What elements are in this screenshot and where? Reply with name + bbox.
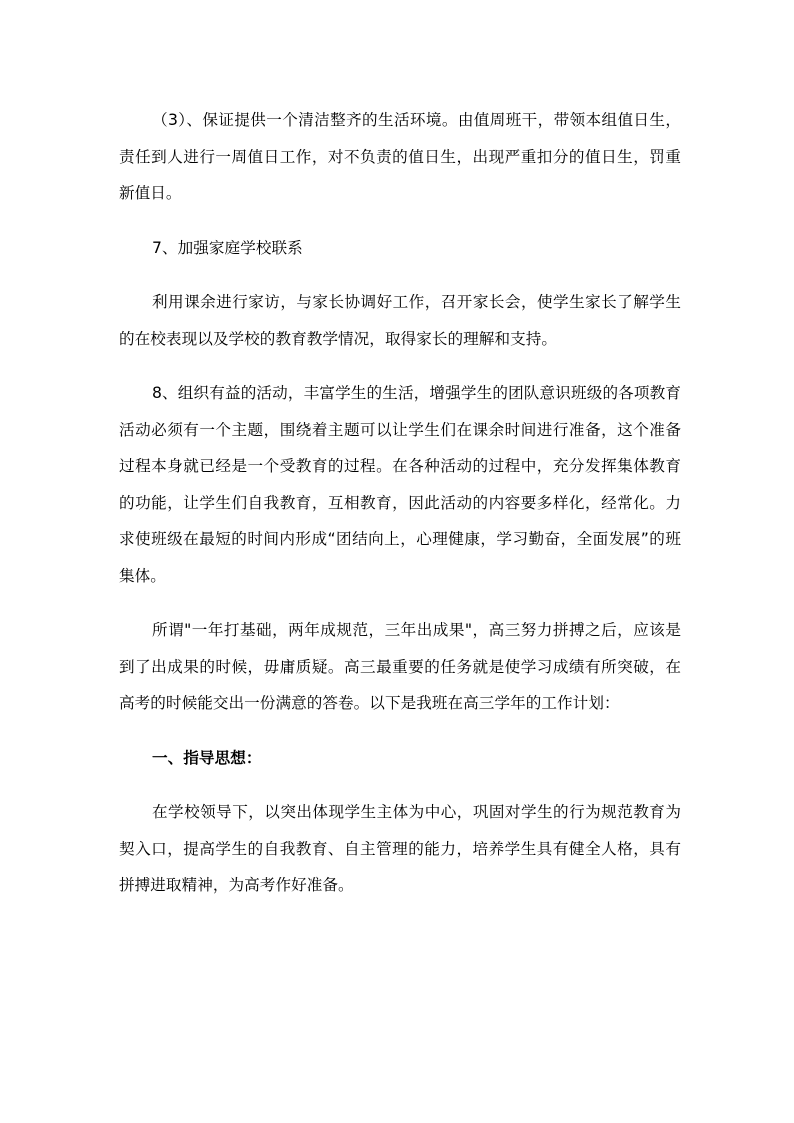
- paragraph-activities: 8、组织有益的活动，丰富学生的生活，增强学生的团队意识班级的各项教育活动必须有一个主题，围绕着主题可以让学生们在课余时间进行准备，这个准备过程本身就已经是一个受教育的过程。在各种活动的过程中，充分发挥集体教育的功能，让学生们自我教育，互相教育，因此活动的内容要多样化，经常化。力求使班级在最短的时间内形成“团结向上，心理健康，学习勤奋，全面发展”的班集体。: [119, 384, 681, 585]
- section-heading-guiding-ideology: 一、指导思想：: [152, 748, 262, 767]
- paragraph-duty-roster: （3）、保证提供一个清洁整齐的生活环境。由值周班干，带领本组值日生，责任到人进行一周值日工作，对不负责的值日生，出现严重扣分的值日生，罚重新值日。: [119, 111, 681, 202]
- document-body: [119, 102, 681, 904]
- paragraph-home-visits: 利用课余进行家访，与家长协调好工作，召开家长会，使学生家长了解学生的在校表现以及学校的教育教学情况，取得家长的理解和支持。: [119, 293, 681, 348]
- paragraph-family-school-heading: 7、加强家庭学校联系: [152, 238, 303, 257]
- paragraph-senior-year-intro: 所谓"一年打基础，两年成规范，三年出成果"，高三努力拼搏之后，应该是到了出成果的时候，毋庸质疑。高三最重要的任务就是使学习成绩有所突破，在高考的时候能交出一份满意的答卷。以下是我班在高三学年的工作计划：: [119, 621, 681, 712]
- paragraph-guiding-ideology: 在学校领导下，以突出体现学生主体为中心，巩固对学生的行为规范教育为契入口，提高学生的自我教育、自主管理的能力，培养学生具有健全人格，具有拼搏进取精神，为高考作好准备。: [119, 803, 681, 894]
